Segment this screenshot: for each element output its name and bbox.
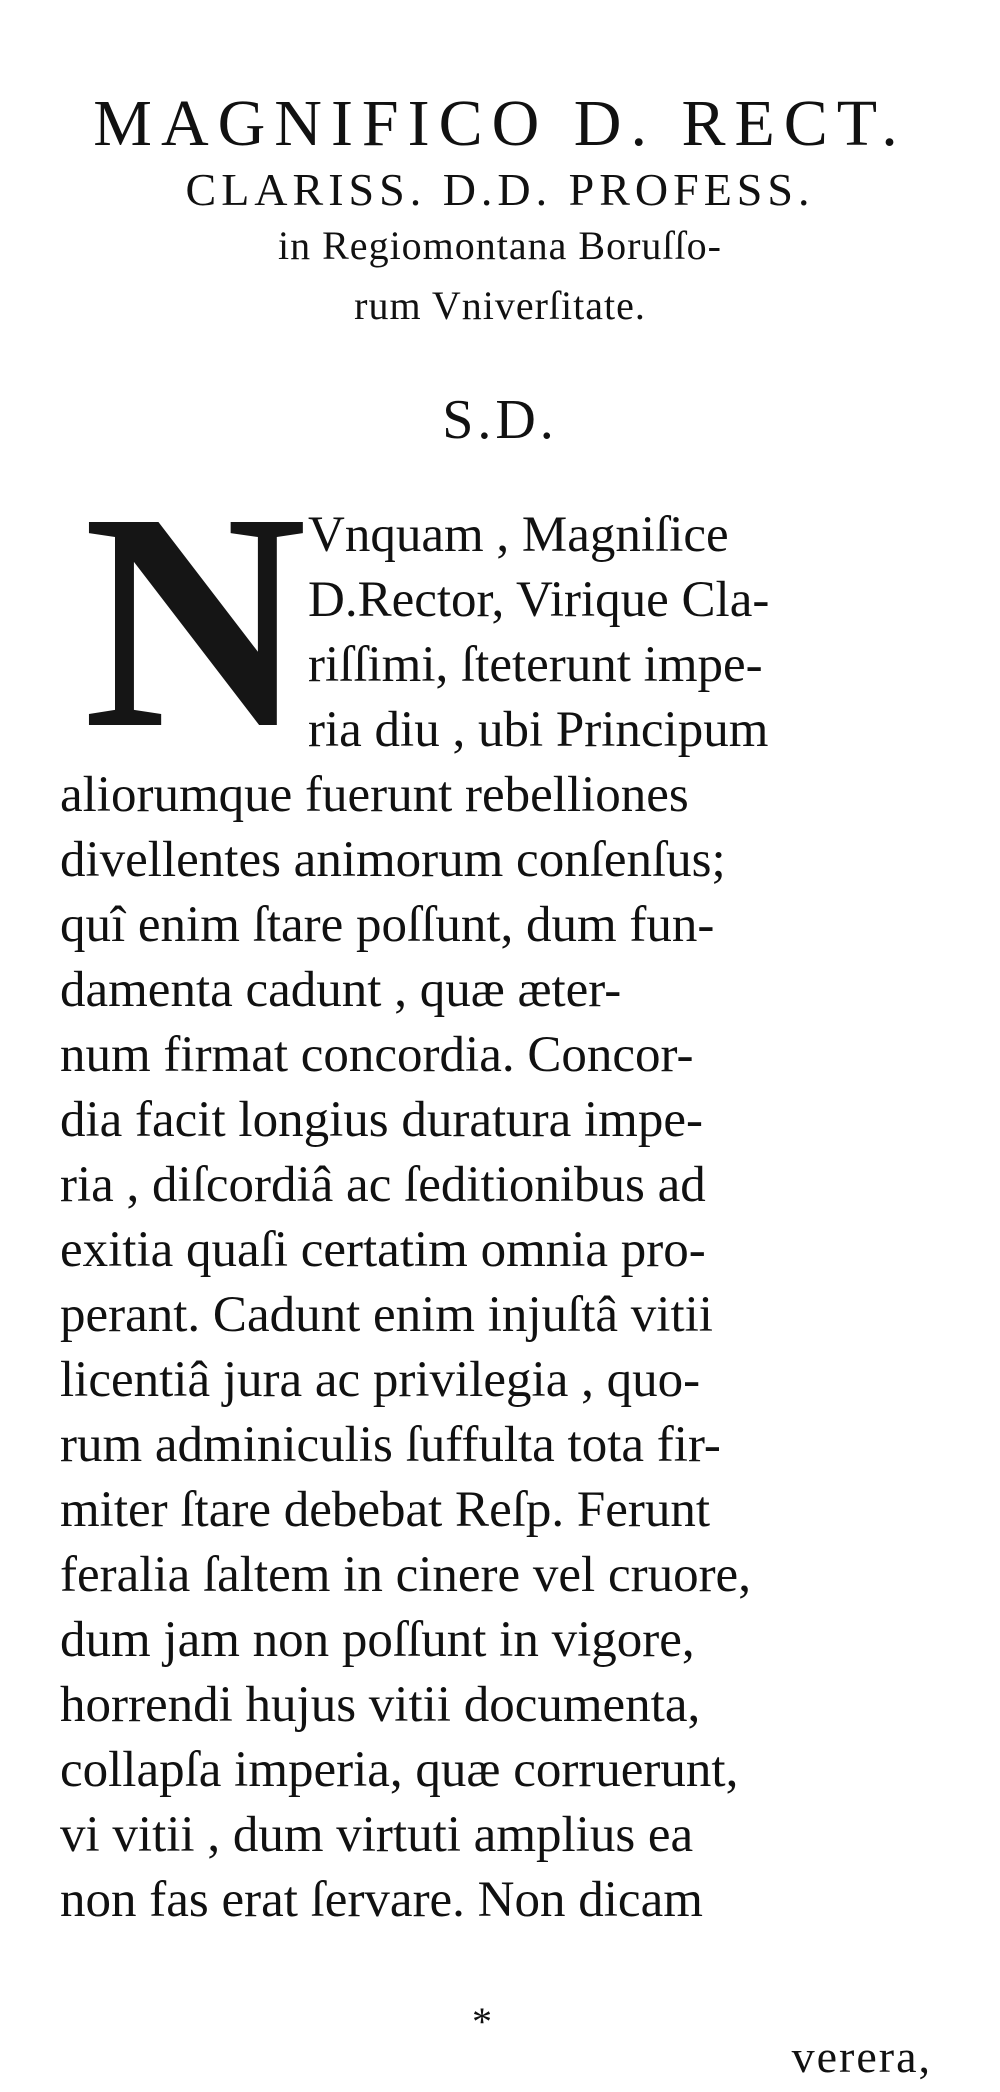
text-line: ria diu , ubi Principum xyxy=(308,702,769,758)
dedication-subtitle: CLARISS. D.D. PROFESS. xyxy=(185,164,815,215)
signature-mark: * xyxy=(472,1999,492,2044)
text-line: quî enim ſtare poſſunt, dum fun- xyxy=(60,897,715,953)
dedication-line-3: in Regiomontana Boruſſo- xyxy=(278,223,722,268)
text-line: collapſa imperia, quæ corruerunt, xyxy=(60,1742,739,1798)
text-line: riſſimi, ſteterunt impe- xyxy=(308,637,763,693)
salutation: S.D. xyxy=(442,389,558,451)
text-line: damenta cadunt , quæ æter- xyxy=(60,962,622,1018)
text-line: horrendi hujus vitii documenta, xyxy=(60,1677,701,1733)
text-line: divellentes animorum conſenſus; xyxy=(60,832,726,888)
dedication-line-4: rum Vniverſitate. xyxy=(354,283,646,328)
text-line: licentiâ jura ac privilegia , quo- xyxy=(60,1352,701,1408)
text-line: dia facit longius duratura impe- xyxy=(60,1092,703,1148)
text-line: perant. Cadunt enim injuſtâ vitii xyxy=(60,1287,713,1343)
drop-cap-initial: N xyxy=(83,450,307,793)
catchword: verera, xyxy=(791,2031,932,2082)
text-line: D.Rector, Virique Cla- xyxy=(308,572,770,628)
text-line: ria , diſcordiâ ac ſeditionibus ad xyxy=(60,1157,706,1213)
text-line: feralia ſaltem in cinere vel cruore, xyxy=(60,1547,751,1603)
text-line: rum adminiculis ſuffulta tota fir- xyxy=(60,1417,721,1473)
text-line: non fas erat ſervare. Non dicam xyxy=(60,1872,703,1928)
text-line: aliorumque fuerunt rebelliones xyxy=(60,767,689,823)
text-line: num firmat concordia. Concor- xyxy=(60,1027,694,1083)
text-line: miter ſtare debebat Reſp. Ferunt xyxy=(60,1482,711,1538)
text-line: exitia quaſi certatim omnia pro- xyxy=(60,1222,706,1278)
text-line: dum jam non poſſunt in vigore, xyxy=(60,1612,695,1668)
text-line: vi vitii , dum virtuti amplius ea xyxy=(60,1807,694,1863)
dedication-title: MAGNIFICO D. RECT. xyxy=(93,87,907,160)
text-line: Vnquam , Magniſice xyxy=(308,507,729,563)
